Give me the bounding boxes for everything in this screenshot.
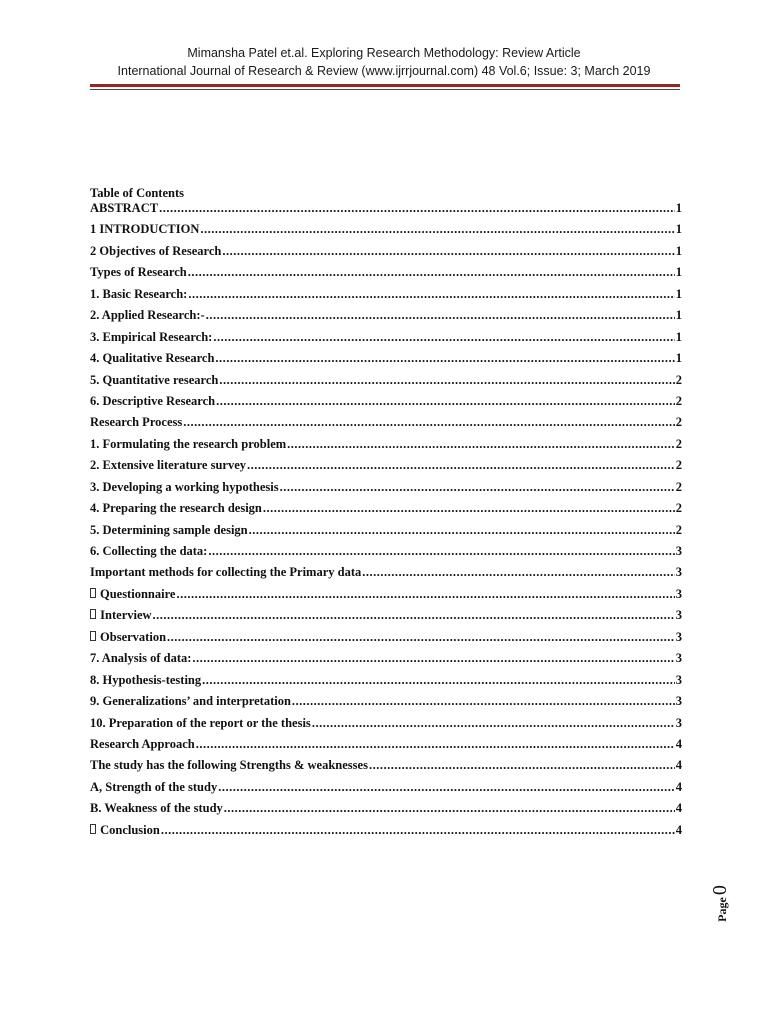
toc-entry-page: 4	[675, 801, 682, 816]
toc-entry-label: B. Weakness of the study	[90, 801, 223, 816]
toc-leader-dots	[208, 544, 674, 559]
toc-leader-dots	[249, 523, 675, 538]
toc-entry-label: 10. Preparation of the report or the thesis	[90, 715, 311, 730]
toc-entry-label: 4. Preparing the research design	[90, 501, 262, 516]
toc-leader-dots	[167, 630, 675, 645]
toc-entry[interactable]	[90, 608, 682, 629]
toc-leader-dots	[219, 373, 674, 388]
toc-entry[interactable]	[90, 265, 682, 286]
toc-entry-label: 6. Descriptive Research	[90, 393, 216, 408]
toc-entry-page: 1	[675, 329, 682, 344]
toc-entry-label: 8. Hypothesis-testing	[90, 672, 202, 687]
header-line-1: Mimansha Patel et.al. Exploring Research Methodology: Review Article	[187, 46, 581, 60]
toc-entry-label: ABSTRACT	[90, 201, 159, 215]
toc-entry-page: 1	[675, 243, 682, 258]
toc-entry-page: 2	[675, 393, 682, 408]
toc-entry-page: 1	[675, 308, 682, 323]
toc-entry[interactable]	[90, 651, 682, 672]
header-rule-thick	[90, 84, 680, 87]
toc-leader-dots	[196, 737, 675, 752]
toc-entry-page: 3	[675, 715, 682, 730]
toc-entry-label: Observation	[100, 629, 167, 644]
toc-leader-dots	[263, 501, 675, 516]
toc-leader-dots	[188, 265, 675, 280]
toc-entry-label: Important methods for collecting the Primary data	[90, 565, 362, 580]
toc-leader-dots	[280, 480, 675, 495]
toc-entry[interactable]	[90, 222, 682, 243]
toc-entry-label: The study has the following Strengths & weaknesses	[90, 758, 368, 773]
toc-entry[interactable]	[90, 630, 682, 651]
toc-entry[interactable]	[90, 673, 682, 694]
toc-leader-dots	[218, 780, 675, 795]
toc-entry[interactable]	[90, 758, 682, 779]
toc-entry[interactable]	[90, 480, 682, 501]
toc-entry-page: 3	[675, 586, 682, 601]
toc-entry-page: 2	[675, 415, 682, 430]
page-footer	[708, 878, 736, 928]
toc-entry-page: 3	[675, 544, 682, 558]
toc-entry[interactable]	[90, 287, 682, 308]
toc-leader-dots	[202, 673, 675, 688]
toc-entry-page: 1	[675, 351, 682, 366]
running-header	[0, 44, 768, 80]
toc-leader-dots	[213, 330, 674, 345]
toc-entry-label: 5. Determining sample design	[90, 522, 248, 537]
toc-leader-dots	[183, 415, 675, 430]
toc-entry-page: 3	[675, 672, 682, 687]
toc-entry-page: 2	[675, 372, 682, 387]
toc-entry-page: 2	[675, 501, 682, 516]
toc-entry[interactable]	[90, 351, 682, 372]
toc-entry[interactable]	[90, 737, 682, 758]
toc-leader-dots	[222, 244, 674, 259]
page-number: 0	[708, 885, 731, 896]
toc-leader-dots	[153, 608, 675, 623]
toc-entry-page: 1	[675, 201, 682, 215]
toc-entry-page: 3	[675, 651, 682, 666]
toc-leader-dots	[369, 758, 675, 773]
bullet-icon	[90, 588, 96, 598]
toc-entry-label: Interview	[100, 608, 152, 623]
toc-entry-page: 2	[675, 436, 682, 451]
toc-entry[interactable]	[90, 823, 682, 844]
toc-leader-dots	[247, 458, 675, 473]
toc-leader-dots	[292, 694, 675, 709]
toc-entry-label: 2. Extensive literature survey	[90, 458, 246, 473]
toc-leader-dots	[362, 565, 674, 580]
toc-entry-page: 2	[675, 522, 682, 537]
toc-entry-label: Types of Research	[90, 265, 187, 280]
toc-entry[interactable]	[90, 415, 682, 436]
toc-entry[interactable]	[90, 565, 682, 586]
toc-entry-label: 1 INTRODUCTION	[90, 222, 200, 237]
toc-entry-label: 2 Objectives of Research	[90, 243, 222, 258]
toc-entry[interactable]	[90, 330, 682, 351]
toc-entry-page: 3	[675, 629, 682, 644]
toc-entry-label: A, Strength of the study	[90, 779, 218, 794]
toc-entry-label: 3. Empirical Research:	[90, 329, 213, 344]
toc-entry-page: 1	[675, 286, 682, 301]
toc-entry-label: Questionnaire	[99, 586, 176, 601]
toc-entry-label: Conclusion	[100, 822, 160, 837]
toc-entry[interactable]	[90, 694, 682, 715]
toc-entry[interactable]	[90, 716, 682, 737]
toc-entry-label: 3. Developing a working hypothesis	[90, 479, 279, 494]
toc-entry[interactable]	[90, 394, 682, 415]
toc-entry-label: 5. Quantitative research	[90, 372, 219, 387]
toc-leader-dots	[159, 201, 675, 216]
toc-entry-label: 9. Generalizations’ and interpretation	[90, 694, 291, 709]
toc-leader-dots	[176, 587, 674, 602]
toc-entry-label: 7. Analysis of data:	[90, 651, 192, 666]
toc-entry[interactable]	[90, 308, 682, 329]
toc-entry-page: 3	[675, 565, 682, 580]
toc-entry-page: 4	[675, 758, 682, 773]
bullet-icon	[90, 631, 96, 641]
toc-entry[interactable]	[90, 458, 682, 479]
toc-entry-label: 4. Qualitative Research	[90, 351, 215, 366]
toc-entry-page: 3	[675, 694, 682, 709]
toc-entry[interactable]	[90, 201, 682, 222]
toc-entry-page: 3	[675, 608, 682, 623]
toc-entry-label: 2. Applied Research:-	[90, 308, 205, 323]
toc-entry-page: 2	[675, 479, 682, 494]
toc-entry-label: Research Approach	[90, 736, 195, 751]
toc-entry[interactable]	[90, 501, 682, 522]
table-of-contents	[90, 201, 682, 844]
toc-entry[interactable]	[90, 587, 682, 608]
toc-entry-label: 6. Collecting the data:	[90, 544, 208, 558]
toc-entry[interactable]	[90, 244, 682, 265]
toc-entry[interactable]	[90, 437, 682, 458]
header-line-2: International Journal of Research & Review (www.ijrrjournal.com) 48 Vol.6; Issue: 3; March 2019	[117, 64, 651, 78]
toc-title: Table of Contents	[90, 186, 184, 200]
toc-entry-page: 2	[675, 458, 682, 473]
toc-leader-dots	[188, 287, 674, 302]
toc-leader-dots	[216, 394, 675, 409]
toc-entry-label: 1. Basic Research:	[90, 286, 188, 301]
toc-entry-page: 1	[675, 265, 682, 280]
toc-entry[interactable]	[90, 801, 682, 822]
toc-entry[interactable]	[90, 373, 682, 394]
toc-leader-dots	[206, 308, 675, 323]
toc-leader-dots	[287, 437, 675, 452]
toc-leader-dots	[224, 801, 675, 816]
toc-entry[interactable]	[90, 523, 682, 544]
toc-leader-dots	[312, 716, 675, 731]
toc-entry-page: 4	[675, 736, 682, 751]
toc-leader-dots	[215, 351, 674, 366]
toc-entry-page: 4	[675, 779, 682, 794]
toc-entry-label: Research Process	[90, 415, 183, 430]
toc-entry[interactable]	[90, 780, 682, 801]
toc-leader-dots	[161, 823, 675, 838]
toc-entry-label: 1. Formulating the research problem	[90, 436, 287, 451]
page-word: Page	[714, 897, 729, 922]
toc-entry-page: 1	[675, 222, 682, 237]
header-rule-thin	[90, 89, 680, 90]
bullet-icon	[90, 824, 96, 834]
toc-leader-dots	[200, 222, 674, 237]
toc-leader-dots	[192, 651, 674, 666]
toc-entry-page: 4	[675, 822, 682, 837]
toc-entry[interactable]	[90, 544, 682, 565]
bullet-icon	[90, 609, 96, 619]
